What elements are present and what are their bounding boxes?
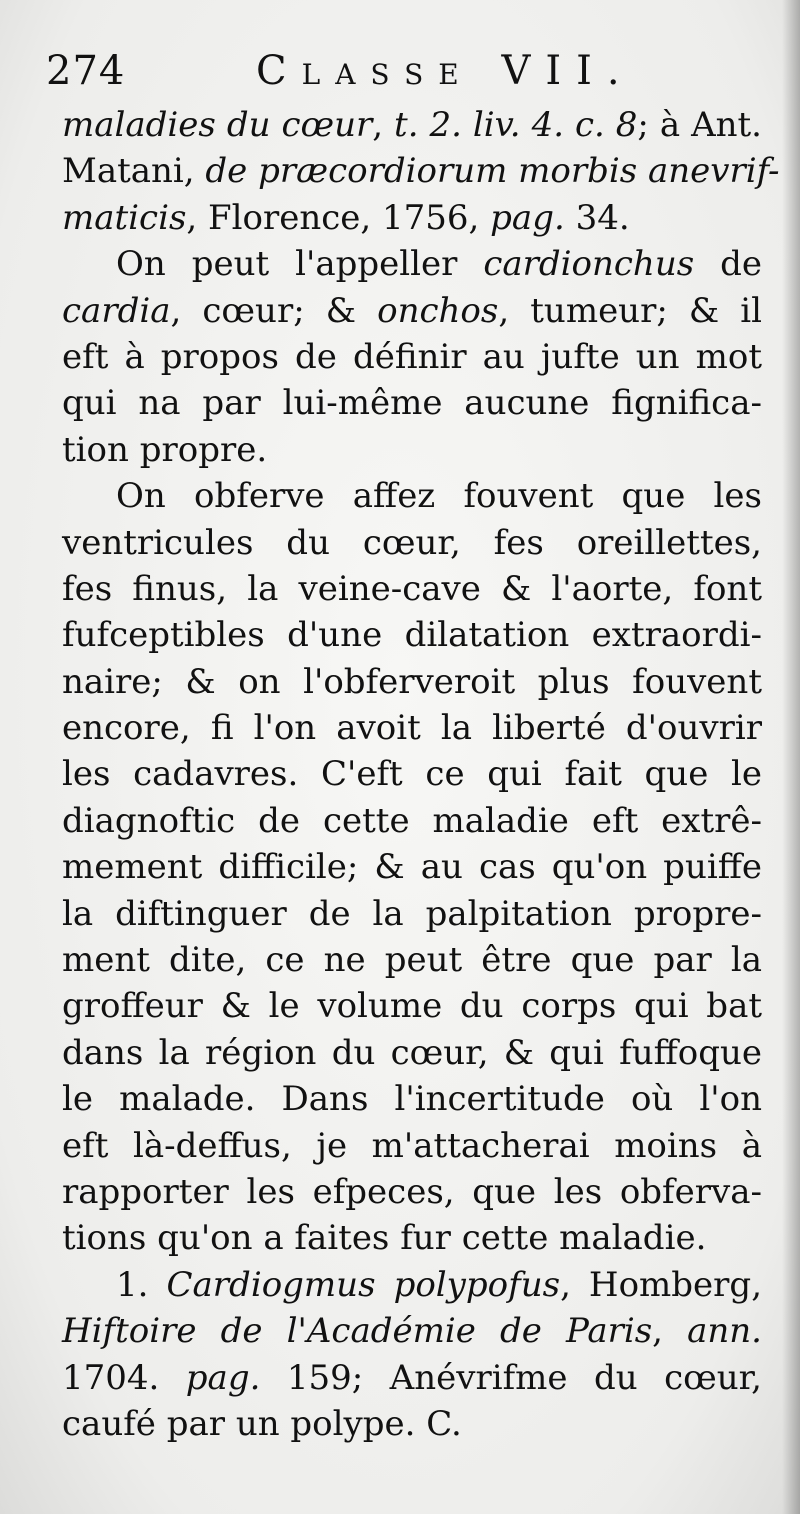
text-segment: rapporter les efpeces, que les obferva-: [62, 1171, 762, 1212]
text-segment: dans la région du cœur, & qui fuffoque: [62, 1032, 762, 1073]
text-segment: 1704.: [62, 1357, 186, 1398]
text-line: [62, 241, 762, 287]
text-segment: ment dite, ce ne peut être que par la: [62, 940, 762, 981]
paragraph: [62, 473, 762, 1262]
text-line: [62, 1215, 762, 1261]
italic-segment: Cardiogmus polypofus: [166, 1264, 561, 1305]
text-segment: eft à propos de définir au jufte un mot: [62, 336, 762, 377]
text-segment: 34.: [564, 197, 630, 238]
text-line: [62, 1262, 762, 1308]
text-line: [62, 1308, 762, 1354]
italic-segment: onchos: [377, 290, 499, 331]
italic-segment: cardionchus: [483, 244, 695, 285]
text-line: [62, 659, 762, 705]
text-line: [62, 937, 762, 983]
italic-segment: maladies du cœur: [62, 105, 373, 145]
text-line: [62, 1076, 762, 1122]
text-segment: naire; & on l'obferveroit plus fouvent: [62, 661, 762, 702]
text-segment: Matani,: [62, 151, 206, 192]
italic-segment: de præcordiorum morbis anevrif-: [205, 151, 780, 192]
text-segment: qui na par lui-même aucune fignifica-: [62, 383, 762, 424]
text-line: [62, 705, 762, 751]
text-line: [62, 473, 762, 519]
italic-segment: Hiftoire de l'Académie de Paris: [62, 1311, 653, 1352]
text-line: [62, 102, 762, 148]
text-segment: de: [694, 244, 762, 285]
text-line: [62, 427, 762, 473]
text-line: [62, 148, 780, 194]
text-line: [62, 891, 762, 937]
text-segment: tions qu'on a faites fur cette maladie.: [62, 1218, 707, 1259]
text-line: [62, 1123, 762, 1169]
text-segment: les cadavres. C'eft ce qui fait que le: [62, 754, 762, 795]
text-segment: eft là-deffus, je m'attacherai moins à: [62, 1125, 762, 1166]
text-line: [62, 798, 762, 844]
text-line: [62, 1401, 762, 1447]
text-segment: ,: [372, 105, 395, 145]
text-segment: , cœur; &: [170, 290, 378, 331]
italic-segment: pag.: [185, 1357, 261, 1398]
text-segment: fufceptibles d'une dilatation extraordi-: [62, 615, 762, 656]
italic-segment: maticis: [62, 197, 187, 238]
text-line: [62, 751, 762, 797]
text-segment: ,: [652, 1311, 688, 1352]
text-line: [62, 612, 762, 658]
text-segment: 159; Anévrifme du cœur,: [260, 1357, 762, 1398]
text-line: [62, 983, 762, 1029]
text-segment: groffeur & le volume du corps qui bat: [62, 986, 762, 1027]
text-line: [62, 844, 762, 890]
running-title: Classe VII.: [256, 48, 635, 94]
italic-segment: cardia: [62, 290, 171, 331]
text-line: [62, 288, 762, 334]
text-segment: le malade. Dans l'incertitude où l'on: [62, 1079, 762, 1120]
text-line: [62, 380, 762, 426]
italic-segment: pag.: [490, 197, 565, 238]
text-line: [62, 334, 762, 380]
text-segment: , tumeur; & il: [498, 290, 762, 331]
text-segment: ventricules du cœur, fes oreillettes,: [62, 522, 762, 563]
text-segment: la diftinguer de la palpitation propre-: [62, 893, 762, 934]
text-line: [62, 1169, 762, 1215]
page-number: 274: [46, 48, 126, 94]
text-segment: On peut l'appeller: [116, 244, 484, 285]
text-line: [62, 520, 762, 566]
text-segment: On obferve affez fouvent que les: [116, 476, 762, 517]
page-header: [46, 48, 766, 104]
italic-segment: t. 2. liv. 4. c. 8: [394, 105, 638, 145]
text-segment: , Florence, 1756,: [186, 197, 491, 238]
paragraph: [62, 241, 762, 473]
text-segment: ; à Ant.: [637, 105, 762, 145]
text-line: [62, 1030, 762, 1076]
paragraph: [62, 1262, 762, 1448]
text-segment: tion propre.: [62, 429, 268, 470]
text-line: [62, 195, 762, 241]
page-edge-shadow: [782, 0, 800, 1514]
text-line: [62, 566, 762, 612]
body-text: [62, 102, 780, 1447]
paragraph: [62, 102, 780, 241]
text-segment: 1.: [116, 1264, 167, 1305]
text-segment: caufé par un polype. C.: [62, 1403, 462, 1444]
text-segment: diagnoftic de cette maladie eft extrê-: [62, 800, 762, 841]
italic-segment: ann.: [687, 1311, 762, 1352]
text-segment: mement difficile; & au cas qu'on puiffe: [62, 847, 762, 888]
text-segment: encore, fi l'on avoit la liberté d'ouvrir: [62, 708, 762, 749]
text-segment: fes finus, la veine-cave & l'aorte, font: [62, 568, 762, 609]
text-segment: , Homberg,: [560, 1264, 763, 1305]
text-line: [62, 1355, 762, 1401]
